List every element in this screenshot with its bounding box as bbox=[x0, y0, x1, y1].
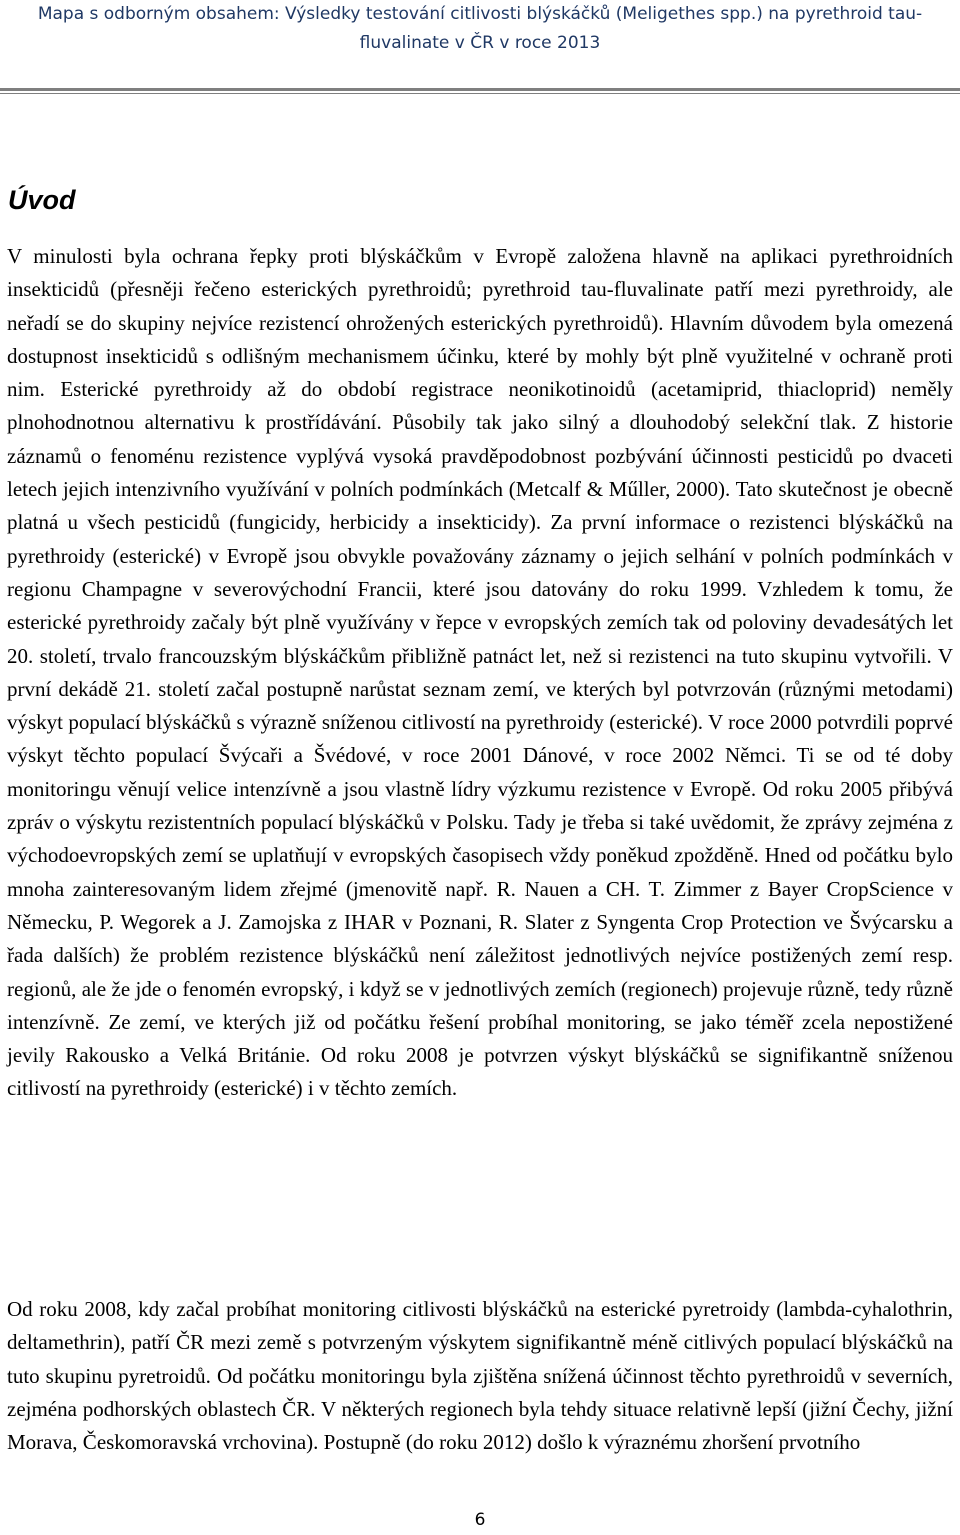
section-heading: Úvod bbox=[8, 185, 76, 215]
page-number: 6 bbox=[474, 1510, 486, 1530]
running-header-line-2: fluvalinate v ČR v roce 2013 bbox=[359, 33, 601, 53]
body-paragraph-1: V minulosti byla ochrana řepky proti blýskáčkům v Evropě založena hlavně na aplikaci pyrethroidních insekticidů (přesněji řečeno esterických pyrethroidů; pyrethroid tau-fluvalinate patří mezi pyrethroidy, ale neřadí se do skupiny nejvíce rezistencí ohrožených esterických pyrethroidů). Hlavním důvodem byla omezená dostupnost insekticidů s odlišným mechanismem účinku, které by mohly být plně využitelné v ochraně proti nim. Esterické pyrethroidy až do období registrace neonikotinoidů (acetamiprid, thiacloprid) neměly plnohodnotnou alternativu k prostřídávání. Působily tak jako silný a dlouhodobý selekční tlak. Z historie záznamů o fenoménu rezistence vyplývá vysoká pravděpodobnost pozbývání účinnosti pesticidů po dvaceti letech jejich intenzivního využívání v polních podmínkách (Metcalf & Műller, 2000). Tato skutečnost je obecně platná u všech pesticidů (fungicidy, herbicidy a insekticidy). Za první informace o rezistenci blýskáčků na pyrethroidy (esterické) v Evropě jsou obvykle považovány záznamy o jejich selhání v polních podmínkách v regionu Champagne v severovýchodní Francii, které jsou datovány do roku 1999. Vzhledem k tomu, že esterické pyrethroidy začaly být plně využívány v řepce v evropských zemích tak od poloviny devadesátých let 20. století, trvalo francouzským blýskáčkům přibližně patnáct let, než si rezistenci na tuto skupinu vytvořili. V první dekádě 21. století začal postupně narůstat seznam zemí, ve kterých byl potvrzován (různými metodami) výskyt populací blýskáčků s výrazně sníženou citlivostí na pyrethroidy (esterické). V roce 2000 potvrdili poprvé výskyt těchto populací Švýcaři a Švédové, v roce 2001 Dánové, v roce 2002 Němci. Ti se od té doby monitoringu věnují velice intenzívně a jsou vlastně lídry výzkumu rezistence v Evropě. Od roku 2005 přibývá zpráv o výskytu rezistentních populací blýskáčků v Polsku. Tady je třeba si také uvědomit, že zprávy zejména z východoevropských zemí se uplatňují v evropských časopisech vždy poněkud zpožděně. Hned od počátku bylo mnoha zainteresovaným lidem zřejmé (jmenovitě např. R. Nauen a CH. T. Zimmer z Bayer CropScience v Německu, P. Wegorek a J. Zamojska z IHAR v Poznani, R. Slater z Syngenta Crop Protection ve Švýcarsku a řada dalších) že problém rezistence blýskáčků není záležitost jednotlivých nejvíce postižených zemí resp. regionů, ale že jde o fenomén evropský, i když se v jednotlivých zemích (regionech) projevuje různě, tedy různě intenzívně. Ze zemí, ve kterých již od počátku řešení probíhal monitoring, se jako téměř zcela nepostižené jevily Rakousko a Velká Británie. Od roku 2008 je potvrzen výskyt blýskáčků se signifikantně sníženou citlivostí na pyrethroidy (esterické) i v těchto zemích. bbox=[7, 244, 953, 1101]
running-header-line-1: Mapa s odborným obsahem: Výsledky testování citlivosti blýskáčků (Meligethes spp.) na pyrethroid tau- bbox=[37, 4, 923, 24]
header-divider bbox=[0, 88, 960, 94]
running-header bbox=[0, 0, 960, 58]
body-paragraph-2: Od roku 2008, kdy začal probíhat monitoring citlivosti blýskáčků na esterické pyretroidy (lambda-cyhalothrin, deltamethrin), patří ČR mezi země s potvrzeným výskytem signifikantně méně citlivých populací blýskáčků na tuto skupinu pyretroidů. Od počátku monitoringu byla zjištěna snížená účinnost těchto pyrethroidů v severních, zejména podhorských oblastech ČR. V některých regionech byla tehdy situace relativně lepší (jižní Čechy, jižní Morava, Českomoravská vrchovina). Postupně (do roku 2012) došlo k výraznému zhoršení prvotního bbox=[7, 1297, 953, 1455]
